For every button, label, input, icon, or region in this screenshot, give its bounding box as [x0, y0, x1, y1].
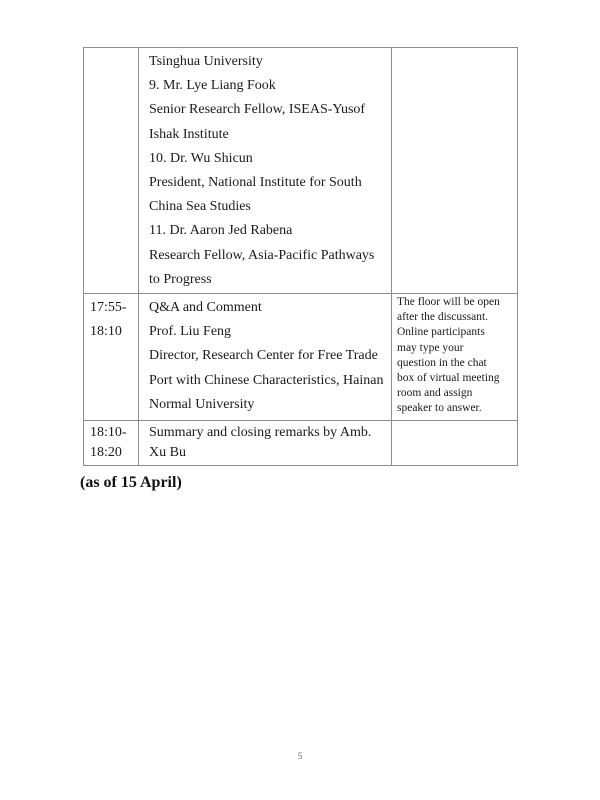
text-line: Port with Chinese Characteristics, Hainan — [149, 372, 384, 388]
text-line: Q&A and Comment — [149, 300, 262, 315]
as-of-date-note: (as of 15 April) — [80, 474, 182, 491]
table-row — [84, 294, 518, 421]
text-line: 18:20 — [90, 445, 122, 460]
text-line: Tsinghua University — [149, 54, 263, 69]
text-line: 17:55- — [90, 300, 127, 315]
text-line: Online participants — [397, 326, 485, 339]
text-line: to Progress — [149, 271, 212, 287]
text-line: Normal University — [149, 396, 255, 412]
page-number: 5 — [297, 751, 303, 761]
text-line: Senior Research Fellow, ISEAS-Yusof — [149, 102, 366, 118]
text-line: President, National Institute for South — [149, 175, 362, 191]
text-line: after the discussant. — [397, 311, 489, 324]
time-cell — [84, 294, 139, 421]
time-cell — [84, 421, 139, 466]
text-line: room and assign — [397, 387, 473, 400]
text-line: question in the chat — [397, 356, 487, 369]
text-line: The floor will be open — [397, 296, 500, 308]
text-line: Research Fellow, Asia-Pacific Pathways — [149, 247, 375, 263]
text-line: speaker to answer. — [397, 402, 482, 415]
text-line: Director, Research Center for Free Trade — [149, 348, 378, 364]
note-cell — [392, 294, 518, 421]
note-cell — [392, 48, 518, 294]
agenda-table — [83, 47, 518, 466]
session-cell — [139, 294, 392, 421]
text-line: 11. Dr. Aaron Jed Rabena — [149, 223, 293, 239]
note-cell — [392, 421, 518, 466]
text-line: may type your — [397, 341, 464, 354]
text-line: Xu Bu — [149, 445, 186, 460]
text-line: 18:10 — [90, 324, 122, 340]
text-line: 10. Dr. Wu Shicun — [149, 150, 253, 166]
text-line: 9. Mr. Lye Liang Fook — [149, 78, 276, 94]
session-cell — [139, 48, 392, 294]
text-line: box of virtual meeting — [397, 372, 500, 385]
text-line: Ishak Institute — [149, 126, 229, 142]
session-cell — [139, 421, 392, 466]
text-line: Summary and closing remarks by Amb. — [149, 425, 372, 440]
text-line: 18:10- — [90, 425, 127, 440]
time-cell — [84, 48, 139, 294]
table-row — [84, 48, 518, 294]
text-line: Prof. Liu Feng — [149, 324, 232, 340]
text-line: China Sea Studies — [149, 199, 251, 215]
table-row — [84, 421, 518, 466]
